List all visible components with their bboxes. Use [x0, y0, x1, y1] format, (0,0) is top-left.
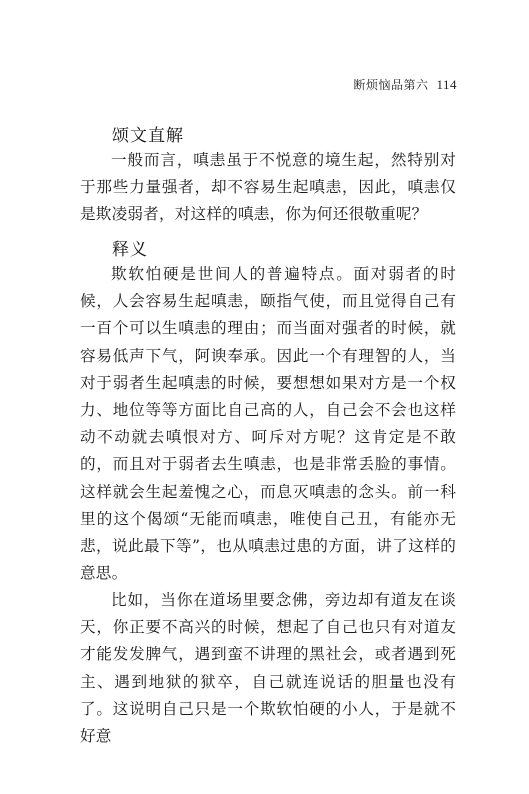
section-heading-verse-explanation: 颂文直解 [112, 126, 184, 146]
commentary-paragraph-1: 欺软怕硬是世间人的普遍特点。面对弱者的时候，人会容易生起嗔恚，颐指气使，而且觉得自己有一百个可以生嗔恚的理由；而当面对强者的时候，就容易低声下气，阿谀奉承。因此一个有理智的人，当对于弱者生起嗔恚的时候，要想想如果对方是一个权力、地位等等方面比自己高的人，自己会不会也这样动不动就去嗔恨对方、呵斥对方呢？这肯定是不敢的，而且对于弱者去生嗔恚，也是非常丢脸的事情。这样就会生起羞愧之心，而息灭嗔恚的念头。前一科里的这个偈颂“无能而嗔恚，唯使自己丑，有能亦无悲，说此最下等”，也从嗔恚过患的方面，讲了这样的意思。 [80, 265, 456, 583]
section-heading-commentary: 释义 [112, 240, 148, 260]
chapter-title: 断烦恼品第六 [353, 78, 429, 92]
verse-explanation-paragraph: 一般而言，嗔恚虽于不悦意的境生起，然特别对于那些力量强者，却不容易生起嗔恚，因此，嗔恚仅是欺凌弱者，对这样的嗔恚，你为何还很敬重呢？ [80, 151, 456, 224]
commentary-paragraph-2: 比如，当你在道场里要念佛，旁边却有道友在谈天，你正要不高兴的时候，想起了自己也只有对道友才能发发脾气，遇到蛮不讲理的黑社会，或者遇到死主、遇到地狱的狱卒，自己就连说话的胆量也没有了。这说明自己只是一个欺软怕硬的小人，于是就不好意 [80, 591, 456, 746]
page-number: 114 [436, 77, 457, 92]
running-header [353, 76, 457, 93]
